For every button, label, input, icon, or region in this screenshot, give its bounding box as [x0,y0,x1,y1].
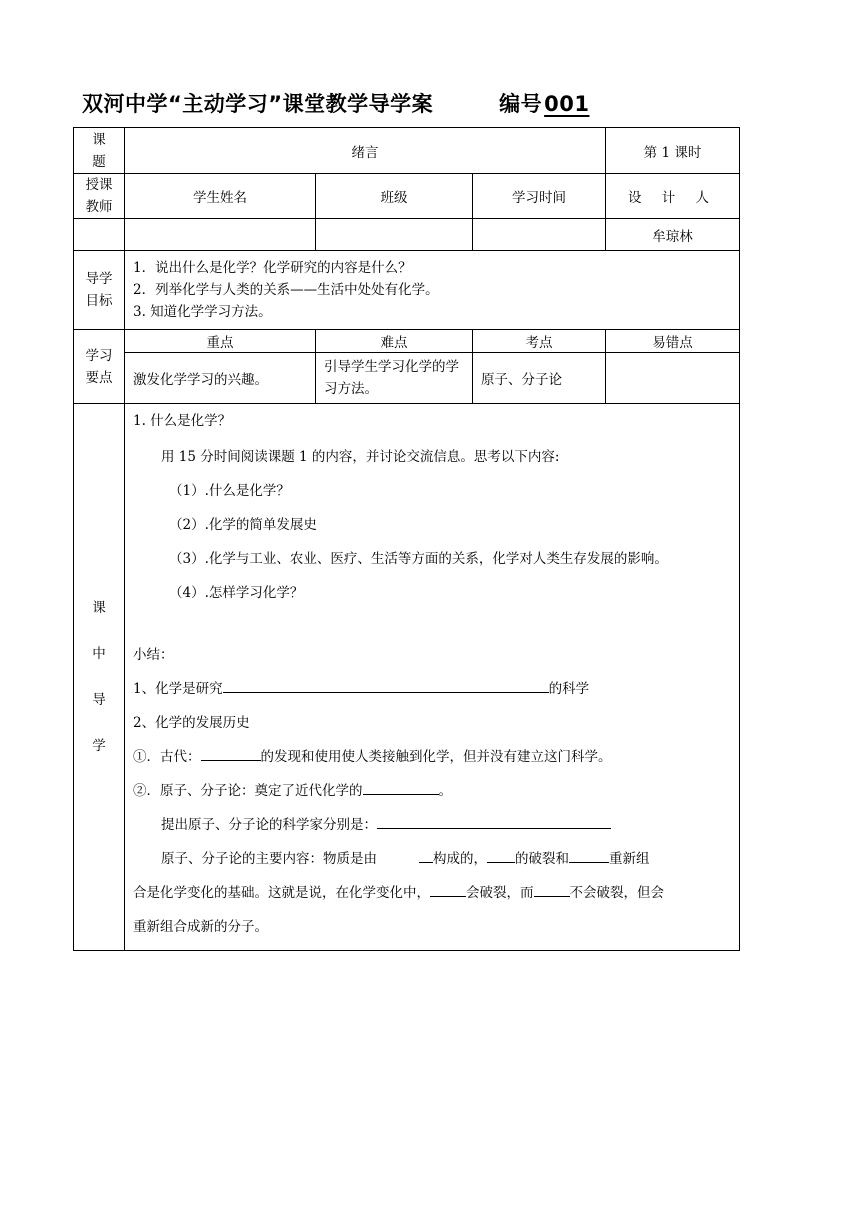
summary-line-3: ①．古代： 的发现和使用使人类接触到化学，但并没有建立这门科学。 [133,740,733,774]
goals-label: 导学 目标 [74,251,125,330]
fill-blank[interactable] [569,848,609,863]
topic-row [74,128,740,174]
document-title [82,88,595,118]
title-text: 双河中学“主动学习”课堂教学导学案 [82,92,434,116]
fill-blank[interactable] [223,678,549,693]
summary-line-4: ②．原子、分子论：奠定了近代化学的 。 [133,774,733,808]
summary-line-8: 重新组合成新的分子。 [133,919,268,935]
class-label: 班级 [316,174,473,219]
summary-heading: 小结： [133,647,174,663]
class-value [316,219,473,251]
difficulty-header: 难点 [316,330,473,353]
exam-point-value: 原子、分子论 [473,353,606,404]
reading-instruction: 用 15 分时间阅读课题 1 的内容，并讨论交流信息。思考以下内容: [161,449,560,465]
main-row [74,404,740,951]
topic-label: 课 题 [74,128,125,174]
goals-row [74,251,740,330]
teacher-label: 授课 教师 [74,174,125,219]
code-value: 001 [544,92,590,116]
summary-line-2: 2、化学的发展历史 [133,715,250,731]
goal-item: 1．说出什么是化学？化学研究的内容是什么？ [133,260,412,276]
fill-blank[interactable] [419,848,433,863]
points-values-row [74,353,740,404]
goals-list [125,251,740,330]
points-label: 学习 要点 [74,330,125,404]
exam-point-header: 考点 [473,330,606,353]
people-row [74,174,740,219]
summary-line-6: 原子、分子论的主要内容：物质是由 构成的， 的破裂和 重新组 [133,842,733,876]
summary-line-5: 提出原子、分子论的科学家分别是： [133,808,733,842]
summary-line-7: 合是化学变化的基础。这就是说，在化学变化中， 会破裂，而 不会破裂，但会 [133,876,733,910]
teacher-value [74,219,125,251]
fill-blank[interactable] [534,882,570,897]
code-label: 编号 [499,92,543,116]
points-header-row [74,330,740,353]
main-content [125,404,740,951]
key-point-value: 激发化学学习的兴趣。 [125,353,316,404]
people-values-row [74,219,740,251]
fill-blank[interactable] [201,746,261,761]
sub-item: （3）.化学与工业、农业、医疗、生活等方面的关系，化学对人类生存发展的影响。 [169,551,668,567]
question-title: 1. 什么是化学？ [133,413,232,429]
lesson-count: 第 1 课时 [606,128,740,174]
summary-line-1: 1、化学是研究 的科学 [133,672,733,706]
error-prone-header: 易错点 [606,330,740,353]
student-name-value [125,219,316,251]
fill-blank[interactable] [430,882,466,897]
fill-blank[interactable] [377,814,611,829]
sub-item: （4）.怎样学习化学？ [169,585,304,601]
lesson-plan-table [73,127,740,951]
study-time-value [473,219,606,251]
sub-item: （2）.化学的简单发展史 [169,517,317,533]
error-prone-value [606,353,740,404]
student-name-label: 学生姓名 [125,174,316,219]
key-point-header: 重点 [125,330,316,353]
topic-value: 绪言 [125,128,606,174]
main-side-label: 课 中 导 学 [74,404,125,951]
fill-blank[interactable] [487,848,515,863]
fill-blank[interactable] [363,780,439,795]
designer-name: 牟琼林 [606,219,740,251]
goal-item: 2．列举化学与人类的关系——生活中处处有化学。 [133,282,439,298]
goal-item: 3. 知道化学学习方法。 [133,304,272,320]
difficulty-value: 引导学生学习化学的学习方法。 [316,353,473,404]
study-time-label: 学习时间 [473,174,606,219]
sub-item: （1）.什么是化学？ [169,483,290,499]
designer-label: 设 计 人 [606,174,740,219]
